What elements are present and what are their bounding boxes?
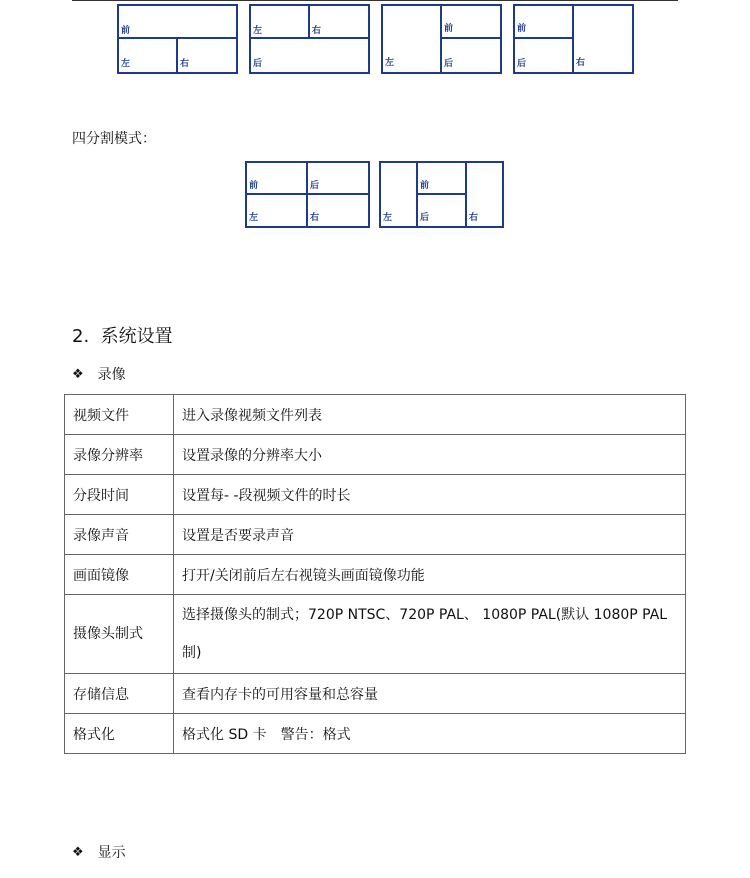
cell-left: 左: [251, 6, 310, 39]
recording-settings-table: [64, 394, 686, 754]
cell-left: 左: [383, 6, 442, 72]
cell-rear: 后: [515, 39, 574, 72]
setting-value: 进入录像视频文件列表: [174, 395, 686, 435]
cell-rear: 后: [253, 59, 263, 69]
setting-value: 设置每- -段视频文件的时长: [174, 475, 686, 515]
setting-key: 视频文件: [65, 395, 174, 435]
setting-value: 设置录像的分辨率大小: [174, 435, 686, 475]
setting-key: 录像分辨率: [65, 435, 174, 475]
setting-value: 格式化 SD 卡 警告：格式: [174, 714, 686, 754]
table-row: [65, 714, 686, 754]
diamond-bullet-icon: ❖: [72, 366, 84, 382]
setting-key: 格式化: [65, 714, 174, 754]
setting-value: 选择摄像头的制式；720P NTSC、720P PAL、 1080P PAL(默认 1080P PAL制): [174, 595, 686, 674]
cell-left: 左: [381, 163, 418, 226]
subsection-recording: [72, 364, 126, 384]
table-row: [65, 555, 686, 595]
diamond-bullet-icon: ❖: [72, 844, 84, 860]
layout-diagram-2: [249, 4, 370, 74]
quad-diagram-1: [245, 161, 370, 228]
subsection-title: 录像: [97, 367, 126, 383]
cell-rear: 后: [444, 59, 454, 69]
setting-key: 画面镜像: [65, 555, 174, 595]
cell-left: 左: [247, 195, 308, 226]
cell-rear: 后: [308, 163, 368, 195]
table-row: [65, 674, 686, 714]
cell-right: 右: [310, 6, 368, 39]
subsection-display: [72, 842, 126, 862]
cell-right: 右: [180, 59, 190, 69]
section-title: 系统设置: [100, 326, 173, 347]
layout-diagram-4: [513, 4, 634, 74]
cell-front: 前: [247, 163, 308, 195]
setting-value: 查看内存卡的可用容量和总容量: [174, 674, 686, 714]
table-row: [65, 435, 686, 475]
cell-rear: 后: [418, 195, 467, 226]
setting-key: 存储信息: [65, 674, 174, 714]
top-rule: [72, 0, 678, 1]
subsection-title: 显示: [97, 845, 126, 861]
cell-front: 前: [418, 163, 467, 195]
setting-value: 设置是否要录声音: [174, 515, 686, 555]
setting-value: 打开/关闭前后左右视镜头画面镜像功能: [174, 555, 686, 595]
cell-front: 前: [442, 6, 500, 39]
setting-key: 分段时间: [65, 475, 174, 515]
section-number: 2.: [72, 326, 90, 347]
table-row: [65, 595, 686, 674]
cell-front: 前: [119, 6, 236, 39]
table-row: [65, 515, 686, 555]
cell-right: 右: [310, 213, 320, 223]
cell-left: 左: [119, 39, 178, 72]
table-row: [65, 395, 686, 435]
cell-front: 前: [515, 6, 574, 39]
setting-key: 摄像头制式: [65, 595, 174, 674]
section-heading: [72, 322, 173, 348]
layout-diagram-3: [381, 4, 502, 74]
table-row: [65, 475, 686, 515]
quad-diagram-2: [379, 161, 504, 228]
cell-right: 右: [576, 58, 586, 68]
quad-mode-title: 四分割模式：: [72, 131, 156, 147]
layout-diagram-1: [117, 4, 238, 74]
cell-right: 右: [469, 213, 479, 223]
setting-key: 录像声音: [65, 515, 174, 555]
